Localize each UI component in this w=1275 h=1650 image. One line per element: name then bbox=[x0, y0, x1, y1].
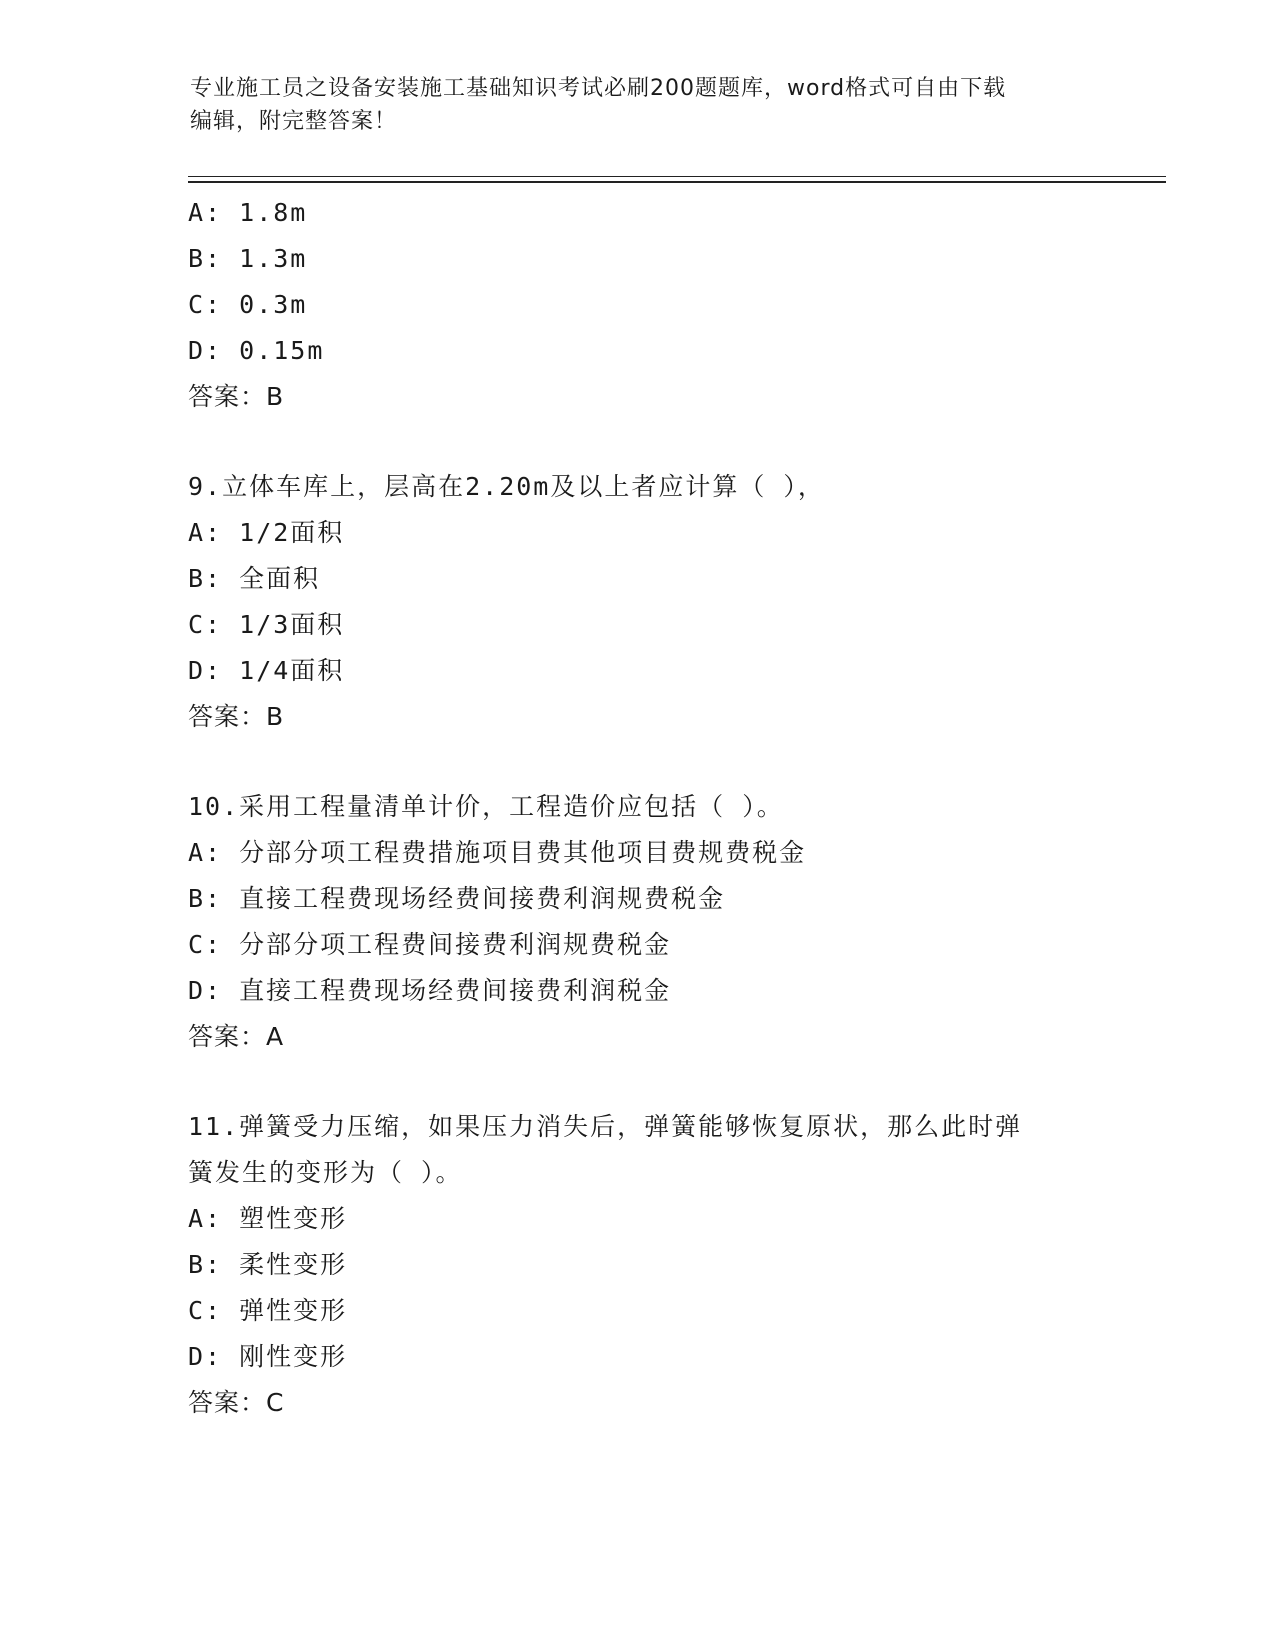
spacer bbox=[188, 420, 1088, 464]
answer: 答案：B bbox=[188, 702, 285, 731]
spacer bbox=[188, 740, 1088, 784]
option-a: A: 塑性变形 bbox=[188, 1204, 348, 1233]
option-b: B: 柔性变形 bbox=[188, 1250, 348, 1279]
option-d: D: 0.15m bbox=[188, 336, 325, 365]
question-8 bbox=[188, 190, 1088, 420]
option-b: B: 直接工程费现场经费间接费利润规费税金 bbox=[188, 884, 726, 913]
document-header bbox=[190, 72, 1080, 138]
question-9 bbox=[188, 464, 1088, 740]
header-title-line1: 专业施工员之设备安装施工基础知识考试必刷200题题库，word格式可自由下载 bbox=[190, 76, 1007, 101]
answer: 答案：A bbox=[188, 1022, 285, 1051]
question-stem-line2: 簧发生的变形为（ ）。 bbox=[188, 1158, 463, 1187]
header-title-line2: 编辑，附完整答案！ bbox=[190, 109, 398, 134]
option-c: C: 0.3m bbox=[188, 290, 308, 319]
header-divider-thin bbox=[188, 176, 1166, 177]
option-a: A: 1.8m bbox=[188, 198, 308, 227]
question-stem: 10.采用工程量清单计价，工程造价应包括（ ）。 bbox=[188, 792, 784, 821]
option-d: D: 1/4面积 bbox=[188, 656, 345, 685]
header-divider-thick bbox=[188, 181, 1166, 183]
option-c: C: 分部分项工程费间接费利润规费税金 bbox=[188, 930, 672, 959]
option-d: D: 刚性变形 bbox=[188, 1342, 348, 1371]
option-b: B: 全面积 bbox=[188, 564, 321, 593]
option-c: C: 弹性变形 bbox=[188, 1296, 348, 1325]
answer: 答案：B bbox=[188, 382, 285, 411]
question-list bbox=[188, 190, 1088, 1426]
option-c: C: 1/3面积 bbox=[188, 610, 345, 639]
option-a: A: 1/2面积 bbox=[188, 518, 345, 547]
question-10 bbox=[188, 784, 1088, 1060]
option-b: B: 1.3m bbox=[188, 244, 308, 273]
option-a: A: 分部分项工程费措施项目费其他项目费规费税金 bbox=[188, 838, 807, 867]
question-stem-line1: 11.弹簧受力压缩，如果压力消失后，弹簧能够恢复原状，那么此时弹 bbox=[188, 1112, 1023, 1141]
answer: 答案：C bbox=[188, 1388, 285, 1417]
question-11 bbox=[188, 1104, 1088, 1426]
option-d: D: 直接工程费现场经费间接费利润税金 bbox=[188, 976, 672, 1005]
question-stem: 9.立体车库上，层高在2.20m及以上者应计算（ ）， bbox=[188, 472, 825, 501]
spacer bbox=[188, 1060, 1088, 1104]
